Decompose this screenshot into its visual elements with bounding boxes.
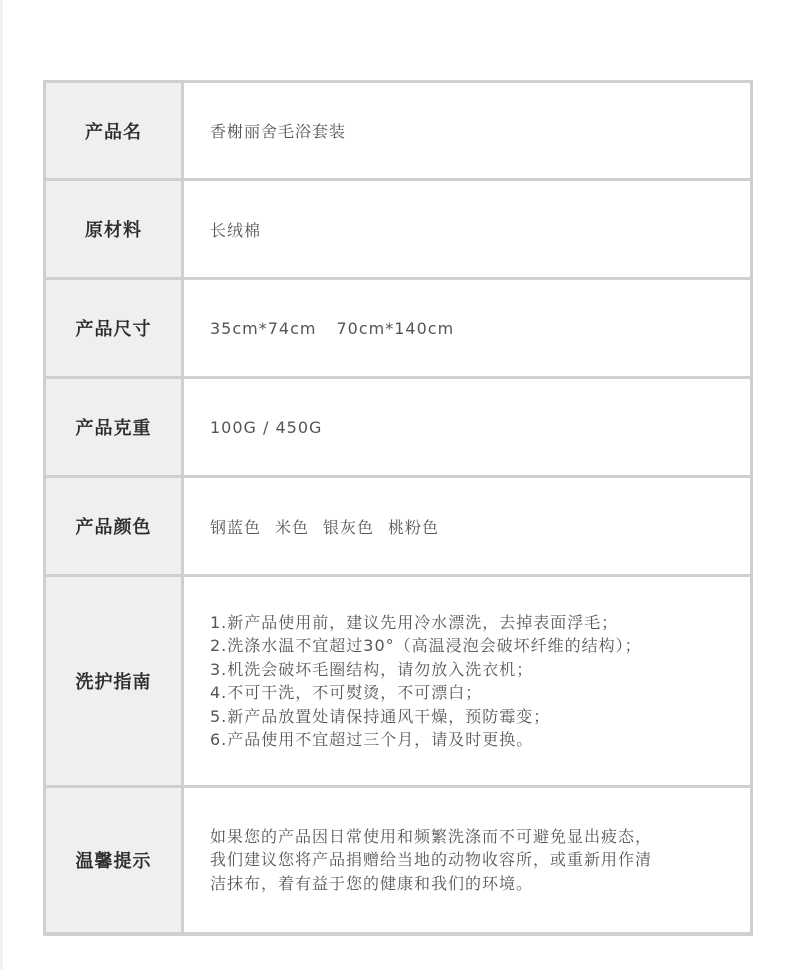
color-option: 钢蓝色: [210, 517, 262, 537]
value-material: 长绒棉: [184, 181, 750, 277]
label-color: 产品颜色: [46, 478, 181, 574]
tip-line: 如果您的产品因日常使用和频繁洗涤而不可避免显出疲态，: [210, 826, 653, 846]
value-color: [184, 478, 750, 574]
value-product-name: 香榭丽舍毛浴套装: [184, 83, 750, 178]
tip-line: 洁抹布，着有益于您的健康和我们的环境。: [210, 873, 534, 893]
care-line: 6.产品使用不宜超过三个月，请及时更换。: [210, 730, 534, 749]
care-line: 5.新产品放置处请保持通风干燥，预防霉变；: [210, 706, 551, 726]
label-material: 原材料: [46, 181, 181, 277]
value-care-guide: [184, 577, 750, 785]
value-weight: 100G / 450G: [184, 379, 750, 475]
color-option: 银灰色: [323, 517, 375, 537]
care-line: 4.不可干洗，不可熨烫，不可漂白；: [210, 683, 483, 702]
value-size: [184, 280, 750, 376]
care-line: 3.机洗会破坏毛圈结构，请勿放入洗衣机；: [210, 659, 534, 679]
value-tips: [184, 788, 750, 932]
tip-line: 我们建议您将产品捐赠给当地的动物收容所，或重新用作清: [210, 850, 653, 870]
size-large: 70cm*140cm: [336, 318, 455, 338]
product-spec-table: [43, 80, 753, 936]
care-line: 1.新产品使用前，建议先用冷水漂洗，去掉表面浮毛；: [210, 612, 619, 632]
label-product-name: 产品名: [46, 83, 181, 178]
label-weight: 产品克重: [46, 379, 181, 475]
label-size: 产品尺寸: [46, 280, 181, 376]
color-option: 米色: [275, 517, 310, 537]
label-tips: 温馨提示: [46, 788, 181, 932]
size-small: 35cm*74cm: [210, 318, 317, 338]
color-option: 桃粉色: [388, 517, 440, 537]
page-left-edge: [0, 0, 3, 970]
label-care-guide: 洗护指南: [46, 577, 181, 785]
care-line: 2.洗涤水温不宜超过30°（高温浸泡会破坏纤维的结构）；: [210, 636, 642, 655]
